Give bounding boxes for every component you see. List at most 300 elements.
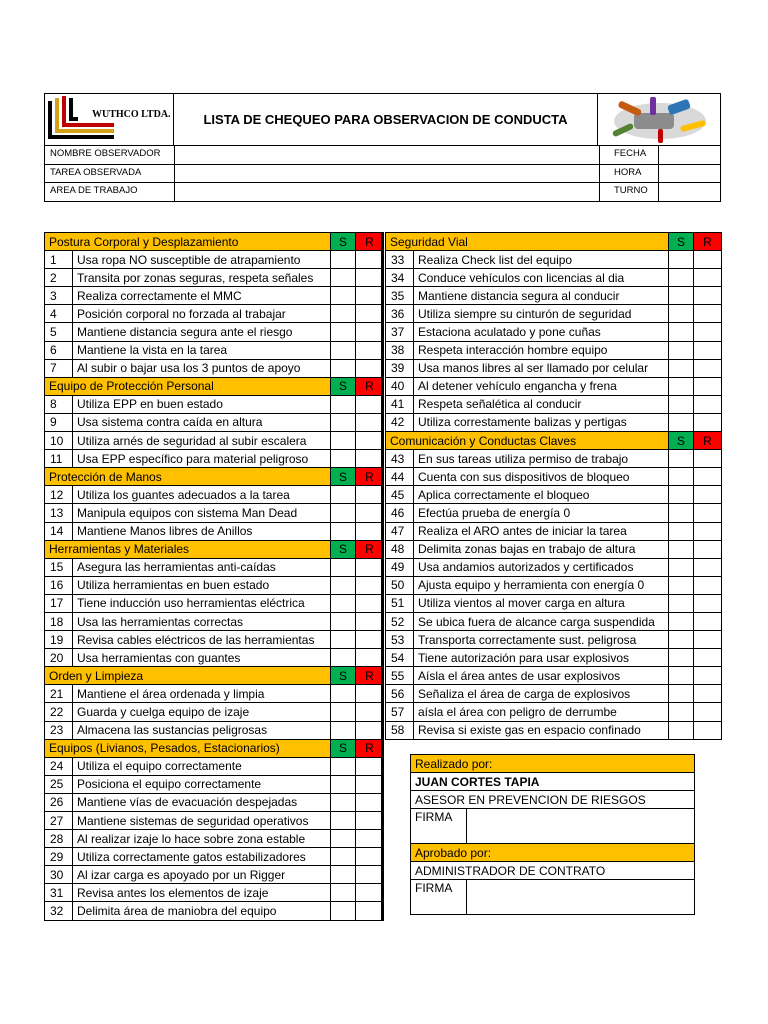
item-number: 48	[386, 540, 414, 558]
signature-label-1: FIRMA	[411, 809, 467, 844]
checklist-row	[45, 685, 384, 703]
safe-checkbox[interactable]	[669, 667, 694, 685]
safe-checkbox[interactable]	[331, 395, 356, 413]
company-logo	[44, 93, 174, 146]
safe-column-header: S	[331, 377, 356, 395]
item-description: Usa andamios autorizados y certificados	[414, 558, 669, 576]
item-description: Utiliza siempre su cinturón de seguridad	[414, 305, 669, 323]
safe-checkbox[interactable]	[669, 522, 694, 540]
item-description: Aplica correctamente el bloqueo	[414, 486, 669, 504]
item-number: 36	[386, 305, 414, 323]
item-description: Estaciona aculatado y pone cuñas	[414, 323, 669, 341]
risk-checkbox[interactable]	[356, 287, 384, 305]
risk-checkbox[interactable]	[356, 757, 384, 775]
section-title: Orden y Limpieza	[45, 667, 331, 685]
risk-column-header: R	[694, 233, 722, 251]
item-description: Utiliza vientos al mover carga en altura	[414, 594, 669, 612]
safe-checkbox[interactable]	[669, 721, 694, 739]
item-description: Usa las herramientas correctas	[73, 612, 331, 630]
safe-column-header: S	[331, 233, 356, 251]
checklist-row	[386, 305, 722, 323]
checklist-row	[45, 703, 384, 721]
item-number: 52	[386, 612, 414, 630]
checklist-row	[386, 558, 722, 576]
risk-checkbox[interactable]	[356, 631, 384, 649]
risk-checkbox[interactable]	[694, 631, 722, 649]
item-description: Mantiene distancia segura ante el riesgo	[73, 323, 331, 341]
item-number: 49	[386, 558, 414, 576]
section-header	[45, 667, 384, 685]
safe-checkbox[interactable]	[331, 757, 356, 775]
checklist-row	[45, 649, 384, 667]
risk-checkbox[interactable]	[694, 504, 722, 522]
checklist-row	[386, 685, 722, 703]
risk-checkbox[interactable]	[356, 486, 384, 504]
risk-checkbox[interactable]	[694, 269, 722, 287]
safe-checkbox[interactable]	[669, 594, 694, 612]
checklist-row	[45, 612, 384, 630]
safe-checkbox[interactable]	[331, 522, 356, 540]
item-number: 27	[45, 812, 73, 830]
item-description: Utiliza correstamente balizas y pertigas	[414, 413, 669, 431]
checklist-row	[45, 848, 384, 866]
item-description: Mantiene el área ordenada y limpia	[73, 685, 331, 703]
risk-checkbox[interactable]	[694, 486, 722, 504]
safe-checkbox[interactable]	[331, 612, 356, 630]
risk-checkbox[interactable]	[356, 432, 384, 450]
safe-checkbox[interactable]	[669, 540, 694, 558]
risk-checkbox[interactable]	[694, 323, 722, 341]
task-row	[45, 165, 720, 184]
item-description: Utiliza correctamente gatos estabilizadores	[73, 848, 331, 866]
section-header	[45, 468, 384, 486]
risk-checkbox[interactable]	[694, 522, 722, 540]
made-by-role: ASESOR EN PREVENCION DE RIESGOS	[411, 791, 695, 809]
risk-checkbox[interactable]	[356, 848, 384, 866]
item-description: Utiliza los guantes adecuados a la tarea	[73, 486, 331, 504]
risk-checkbox[interactable]	[694, 612, 722, 630]
safe-checkbox[interactable]	[669, 323, 694, 341]
risk-checkbox[interactable]	[356, 359, 384, 377]
checklist-row	[45, 323, 384, 341]
risk-checkbox[interactable]	[356, 594, 384, 612]
item-description: Al subir o bajar usa los 3 puntos de apoyo	[73, 359, 331, 377]
item-number: 23	[45, 721, 73, 739]
safe-checkbox[interactable]	[331, 902, 356, 920]
item-number: 42	[386, 413, 414, 431]
checklist-row	[45, 631, 384, 649]
risk-column-header: R	[694, 432, 722, 450]
item-number: 43	[386, 450, 414, 468]
safe-checkbox[interactable]	[331, 251, 356, 269]
item-number: 46	[386, 504, 414, 522]
safe-checkbox[interactable]	[669, 359, 694, 377]
item-description: Utiliza arnés de seguridad al subir escalera	[73, 432, 331, 450]
safe-checkbox[interactable]	[331, 305, 356, 323]
section-header	[45, 540, 384, 558]
safe-checkbox[interactable]	[331, 703, 356, 721]
checklist-row	[45, 504, 384, 522]
item-description: Realiza el ARO antes de iniciar la tarea	[414, 522, 669, 540]
risk-checkbox[interactable]	[356, 395, 384, 413]
item-number: 26	[45, 793, 73, 811]
checklist-row	[45, 413, 384, 431]
checklist-row	[386, 450, 722, 468]
checklist-row	[45, 395, 384, 413]
item-number: 3	[45, 287, 73, 305]
risk-checkbox[interactable]	[356, 450, 384, 468]
safe-checkbox[interactable]	[331, 450, 356, 468]
risk-checkbox[interactable]	[356, 685, 384, 703]
item-description: Mantiene la vista en la tarea	[73, 341, 331, 359]
checklist-row	[45, 812, 384, 830]
checklist-row	[45, 558, 384, 576]
checklist-row	[386, 721, 722, 739]
safe-checkbox[interactable]	[331, 721, 356, 739]
risk-checkbox[interactable]	[694, 377, 722, 395]
item-number: 21	[45, 685, 73, 703]
risk-checkbox[interactable]	[694, 594, 722, 612]
risk-checkbox[interactable]	[694, 395, 722, 413]
risk-checkbox[interactable]	[356, 884, 384, 902]
item-description: aísla el área con peligro de derrumbe	[414, 703, 669, 721]
signature-field-1[interactable]	[467, 809, 695, 844]
signature-label-2: FIRMA	[411, 880, 467, 915]
safe-checkbox[interactable]	[669, 649, 694, 667]
risk-column-header: R	[356, 233, 384, 251]
checklist-row	[45, 251, 384, 269]
item-number: 25	[45, 775, 73, 793]
checklist-row	[45, 486, 384, 504]
item-description: Usa ropa NO susceptible de atrapamiento	[73, 251, 331, 269]
section-header	[45, 377, 384, 395]
safe-column-header: S	[331, 468, 356, 486]
safe-checkbox[interactable]	[669, 450, 694, 468]
checklist-row	[386, 413, 722, 431]
time-label: HORA	[614, 166, 642, 178]
safe-checkbox[interactable]	[331, 269, 356, 287]
item-number: 11	[45, 450, 73, 468]
risk-checkbox[interactable]	[356, 323, 384, 341]
safe-checkbox[interactable]	[331, 775, 356, 793]
safe-checkbox[interactable]	[669, 486, 694, 504]
risk-checkbox[interactable]	[356, 830, 384, 848]
item-description: Transita por zonas seguras, respeta señales	[73, 269, 331, 287]
tools-image	[598, 93, 721, 146]
approved-by-label: Aprobado por:	[411, 844, 695, 862]
item-description: Respeta señalética al conducir	[414, 395, 669, 413]
item-number: 29	[45, 848, 73, 866]
safe-checkbox[interactable]	[331, 884, 356, 902]
checklist-row	[386, 486, 722, 504]
info-section	[44, 146, 721, 202]
item-description: Delimita zonas bajas en trabajo de altura	[414, 540, 669, 558]
safe-checkbox[interactable]	[669, 558, 694, 576]
item-number: 33	[386, 251, 414, 269]
observer-row	[45, 146, 720, 165]
item-number: 16	[45, 576, 73, 594]
item-description: Efectúa prueba de energía 0	[414, 504, 669, 522]
item-number: 6	[45, 341, 73, 359]
item-number: 1	[45, 251, 73, 269]
safe-checkbox[interactable]	[669, 685, 694, 703]
item-number: 37	[386, 323, 414, 341]
safe-column-header: S	[331, 667, 356, 685]
item-description: Señaliza el área de carga de explosivos	[414, 685, 669, 703]
item-description: En sus tareas utiliza permiso de trabajo	[414, 450, 669, 468]
risk-column-header: R	[356, 540, 384, 558]
safe-checkbox[interactable]	[669, 468, 694, 486]
checklist-row	[386, 251, 722, 269]
safe-checkbox[interactable]	[669, 341, 694, 359]
item-number: 4	[45, 305, 73, 323]
risk-checkbox[interactable]	[356, 504, 384, 522]
checklist-row	[45, 757, 384, 775]
safe-checkbox[interactable]	[669, 251, 694, 269]
item-description: Delimita área de maniobra del equipo	[73, 902, 331, 920]
item-number: 58	[386, 721, 414, 739]
risk-column-header: R	[356, 667, 384, 685]
date-label: FECHA	[614, 148, 647, 159]
risk-column-header: R	[356, 739, 384, 757]
risk-checkbox[interactable]	[694, 576, 722, 594]
item-number: 47	[386, 522, 414, 540]
safe-checkbox[interactable]	[331, 848, 356, 866]
safe-checkbox[interactable]	[331, 413, 356, 431]
item-description: Al izar carga es apoyado por un Rigger	[73, 866, 331, 884]
safe-checkbox[interactable]	[331, 631, 356, 649]
checklist-row	[45, 341, 384, 359]
checklist-row	[386, 667, 722, 685]
risk-checkbox[interactable]	[356, 558, 384, 576]
safe-checkbox[interactable]	[331, 793, 356, 811]
risk-checkbox[interactable]	[694, 450, 722, 468]
safe-checkbox[interactable]	[331, 432, 356, 450]
safe-checkbox[interactable]	[669, 413, 694, 431]
item-description: Mantiene Manos libres de Anillos	[73, 522, 331, 540]
risk-checkbox[interactable]	[356, 576, 384, 594]
checklist-row	[386, 594, 722, 612]
safe-checkbox[interactable]	[669, 269, 694, 287]
item-number: 14	[45, 522, 73, 540]
safe-checkbox[interactable]	[331, 341, 356, 359]
item-number: 57	[386, 703, 414, 721]
risk-checkbox[interactable]	[356, 902, 384, 920]
item-description: Al realizar izaje lo hace sobre zona estable	[73, 830, 331, 848]
tools-icon	[598, 93, 721, 146]
task-label: TAREA OBSERVADA	[50, 166, 142, 178]
item-number: 45	[386, 486, 414, 504]
risk-checkbox[interactable]	[694, 305, 722, 323]
safe-column-header: S	[331, 739, 356, 757]
item-description: Usa manos libres al ser llamado por celular	[414, 359, 669, 377]
safe-checkbox[interactable]	[669, 395, 694, 413]
risk-checkbox[interactable]	[694, 468, 722, 486]
safe-checkbox[interactable]	[331, 287, 356, 305]
item-description: Mantiene sistemas de seguridad operativos	[73, 812, 331, 830]
right-checklist	[385, 232, 722, 740]
safe-checkbox[interactable]	[669, 703, 694, 721]
risk-checkbox[interactable]	[356, 775, 384, 793]
item-description: Manipula equipos con sistema Man Dead	[73, 504, 331, 522]
risk-checkbox[interactable]	[356, 612, 384, 630]
section-title: Seguridad Vial	[386, 233, 669, 251]
item-description: Conduce vehículos con licencias al dia	[414, 269, 669, 287]
item-number: 20	[45, 649, 73, 667]
signature-table	[410, 754, 695, 915]
risk-checkbox[interactable]	[694, 667, 722, 685]
item-description: Utiliza herramientas en buen estado	[73, 576, 331, 594]
item-description: Se ubica fuera de alcance carga suspendida	[414, 612, 669, 630]
safe-checkbox[interactable]	[331, 866, 356, 884]
safe-checkbox[interactable]	[669, 504, 694, 522]
checklist-row	[386, 631, 722, 649]
risk-checkbox[interactable]	[694, 703, 722, 721]
safe-column-header: S	[331, 540, 356, 558]
item-number: 34	[386, 269, 414, 287]
checklist-row	[386, 395, 722, 413]
checklist-row	[386, 287, 722, 305]
safe-checkbox[interactable]	[669, 576, 694, 594]
safe-checkbox[interactable]	[331, 576, 356, 594]
checklist-row	[45, 576, 384, 594]
safe-checkbox[interactable]	[669, 631, 694, 649]
item-number: 54	[386, 649, 414, 667]
risk-checkbox[interactable]	[356, 793, 384, 811]
risk-checkbox[interactable]	[694, 287, 722, 305]
risk-checkbox[interactable]	[356, 413, 384, 431]
safe-checkbox[interactable]	[669, 612, 694, 630]
checklist-row	[386, 540, 722, 558]
safe-checkbox[interactable]	[331, 486, 356, 504]
item-description: Tiene autorización para usar explosivos	[414, 649, 669, 667]
item-description: Usa sistema contra caída en altura	[73, 413, 331, 431]
checklist-row	[386, 522, 722, 540]
safe-checkbox[interactable]	[669, 305, 694, 323]
safe-checkbox[interactable]	[331, 649, 356, 667]
item-description: Usa EPP específico para material peligroso	[73, 450, 331, 468]
risk-checkbox[interactable]	[694, 685, 722, 703]
risk-checkbox[interactable]	[356, 251, 384, 269]
checklist-row	[386, 649, 722, 667]
item-number: 39	[386, 359, 414, 377]
section-title: Postura Corporal y Desplazamiento	[45, 233, 331, 251]
item-description: Tiene inducción uso herramientas eléctrica	[73, 594, 331, 612]
item-number: 55	[386, 667, 414, 685]
safe-column-header: S	[669, 432, 694, 450]
item-description: Utiliza EPP en buen estado	[73, 395, 331, 413]
item-number: 32	[45, 902, 73, 920]
checklist-row	[45, 902, 384, 920]
document-title: LISTA DE CHEQUEO PARA OBSERVACION DE CONDUCTA	[174, 93, 598, 146]
signature-field-2[interactable]	[467, 880, 695, 915]
item-description: Respeta interacción hombre equipo	[414, 341, 669, 359]
item-description: Mantiene vías de evacuación despejadas	[73, 793, 331, 811]
risk-checkbox[interactable]	[694, 540, 722, 558]
risk-checkbox[interactable]	[356, 703, 384, 721]
risk-checkbox[interactable]	[694, 359, 722, 377]
risk-checkbox[interactable]	[356, 812, 384, 830]
item-number: 44	[386, 468, 414, 486]
checklist-row	[386, 504, 722, 522]
item-number: 30	[45, 866, 73, 884]
checklist-row	[45, 305, 384, 323]
risk-column-header: R	[356, 377, 384, 395]
checklist-row	[45, 450, 384, 468]
item-number: 18	[45, 612, 73, 630]
item-number: 12	[45, 486, 73, 504]
checklist-row	[386, 269, 722, 287]
item-number: 10	[45, 432, 73, 450]
risk-checkbox[interactable]	[694, 721, 722, 739]
risk-checkbox[interactable]	[356, 269, 384, 287]
made-by-label: Realizado por:	[411, 755, 695, 773]
item-number: 13	[45, 504, 73, 522]
item-number: 28	[45, 830, 73, 848]
safe-checkbox[interactable]	[331, 685, 356, 703]
item-number: 8	[45, 395, 73, 413]
safe-checkbox[interactable]	[331, 359, 356, 377]
checklist-row	[45, 359, 384, 377]
item-number: 15	[45, 558, 73, 576]
safe-checkbox[interactable]	[331, 558, 356, 576]
risk-checkbox[interactable]	[356, 341, 384, 359]
safe-checkbox[interactable]	[331, 830, 356, 848]
risk-checkbox[interactable]	[694, 251, 722, 269]
section-title: Comunicación y Conductas Claves	[386, 432, 669, 450]
made-by-name: JUAN CORTES TAPIA	[411, 773, 695, 791]
item-description: Posición corporal no forzada al trabajar	[73, 305, 331, 323]
risk-checkbox[interactable]	[356, 866, 384, 884]
checklist-row	[45, 522, 384, 540]
item-description: Revisa cables eléctricos de las herramientas	[73, 631, 331, 649]
safe-checkbox[interactable]	[331, 812, 356, 830]
checklist-row	[45, 269, 384, 287]
risk-checkbox[interactable]	[356, 649, 384, 667]
item-number: 24	[45, 757, 73, 775]
checklist-row	[386, 612, 722, 630]
risk-checkbox[interactable]	[694, 413, 722, 431]
safe-checkbox[interactable]	[331, 323, 356, 341]
item-number: 40	[386, 377, 414, 395]
risk-checkbox[interactable]	[356, 721, 384, 739]
risk-checkbox[interactable]	[694, 558, 722, 576]
item-description: Almacena las sustancias peligrosas	[73, 721, 331, 739]
risk-checkbox[interactable]	[356, 522, 384, 540]
item-description: Utiliza el equipo correctamente	[73, 757, 331, 775]
item-description: Realiza Check list del equipo	[414, 251, 669, 269]
risk-checkbox[interactable]	[694, 341, 722, 359]
safe-checkbox[interactable]	[669, 377, 694, 395]
checklist-row	[386, 576, 722, 594]
safe-checkbox[interactable]	[669, 287, 694, 305]
item-number: 35	[386, 287, 414, 305]
section-header	[386, 432, 722, 450]
item-number: 56	[386, 685, 414, 703]
item-description: Guarda y cuelga equipo de izaje	[73, 703, 331, 721]
safe-column-header: S	[669, 233, 694, 251]
risk-checkbox[interactable]	[356, 305, 384, 323]
checklist-row	[45, 884, 384, 902]
item-description: Realiza correctamente el MMC	[73, 287, 331, 305]
checklist-row	[45, 775, 384, 793]
section-title: Protección de Manos	[45, 468, 331, 486]
risk-checkbox[interactable]	[694, 649, 722, 667]
safe-checkbox[interactable]	[331, 504, 356, 522]
item-number: 5	[45, 323, 73, 341]
company-name: WUTHCO LTDA.	[92, 109, 171, 120]
safe-checkbox[interactable]	[331, 594, 356, 612]
